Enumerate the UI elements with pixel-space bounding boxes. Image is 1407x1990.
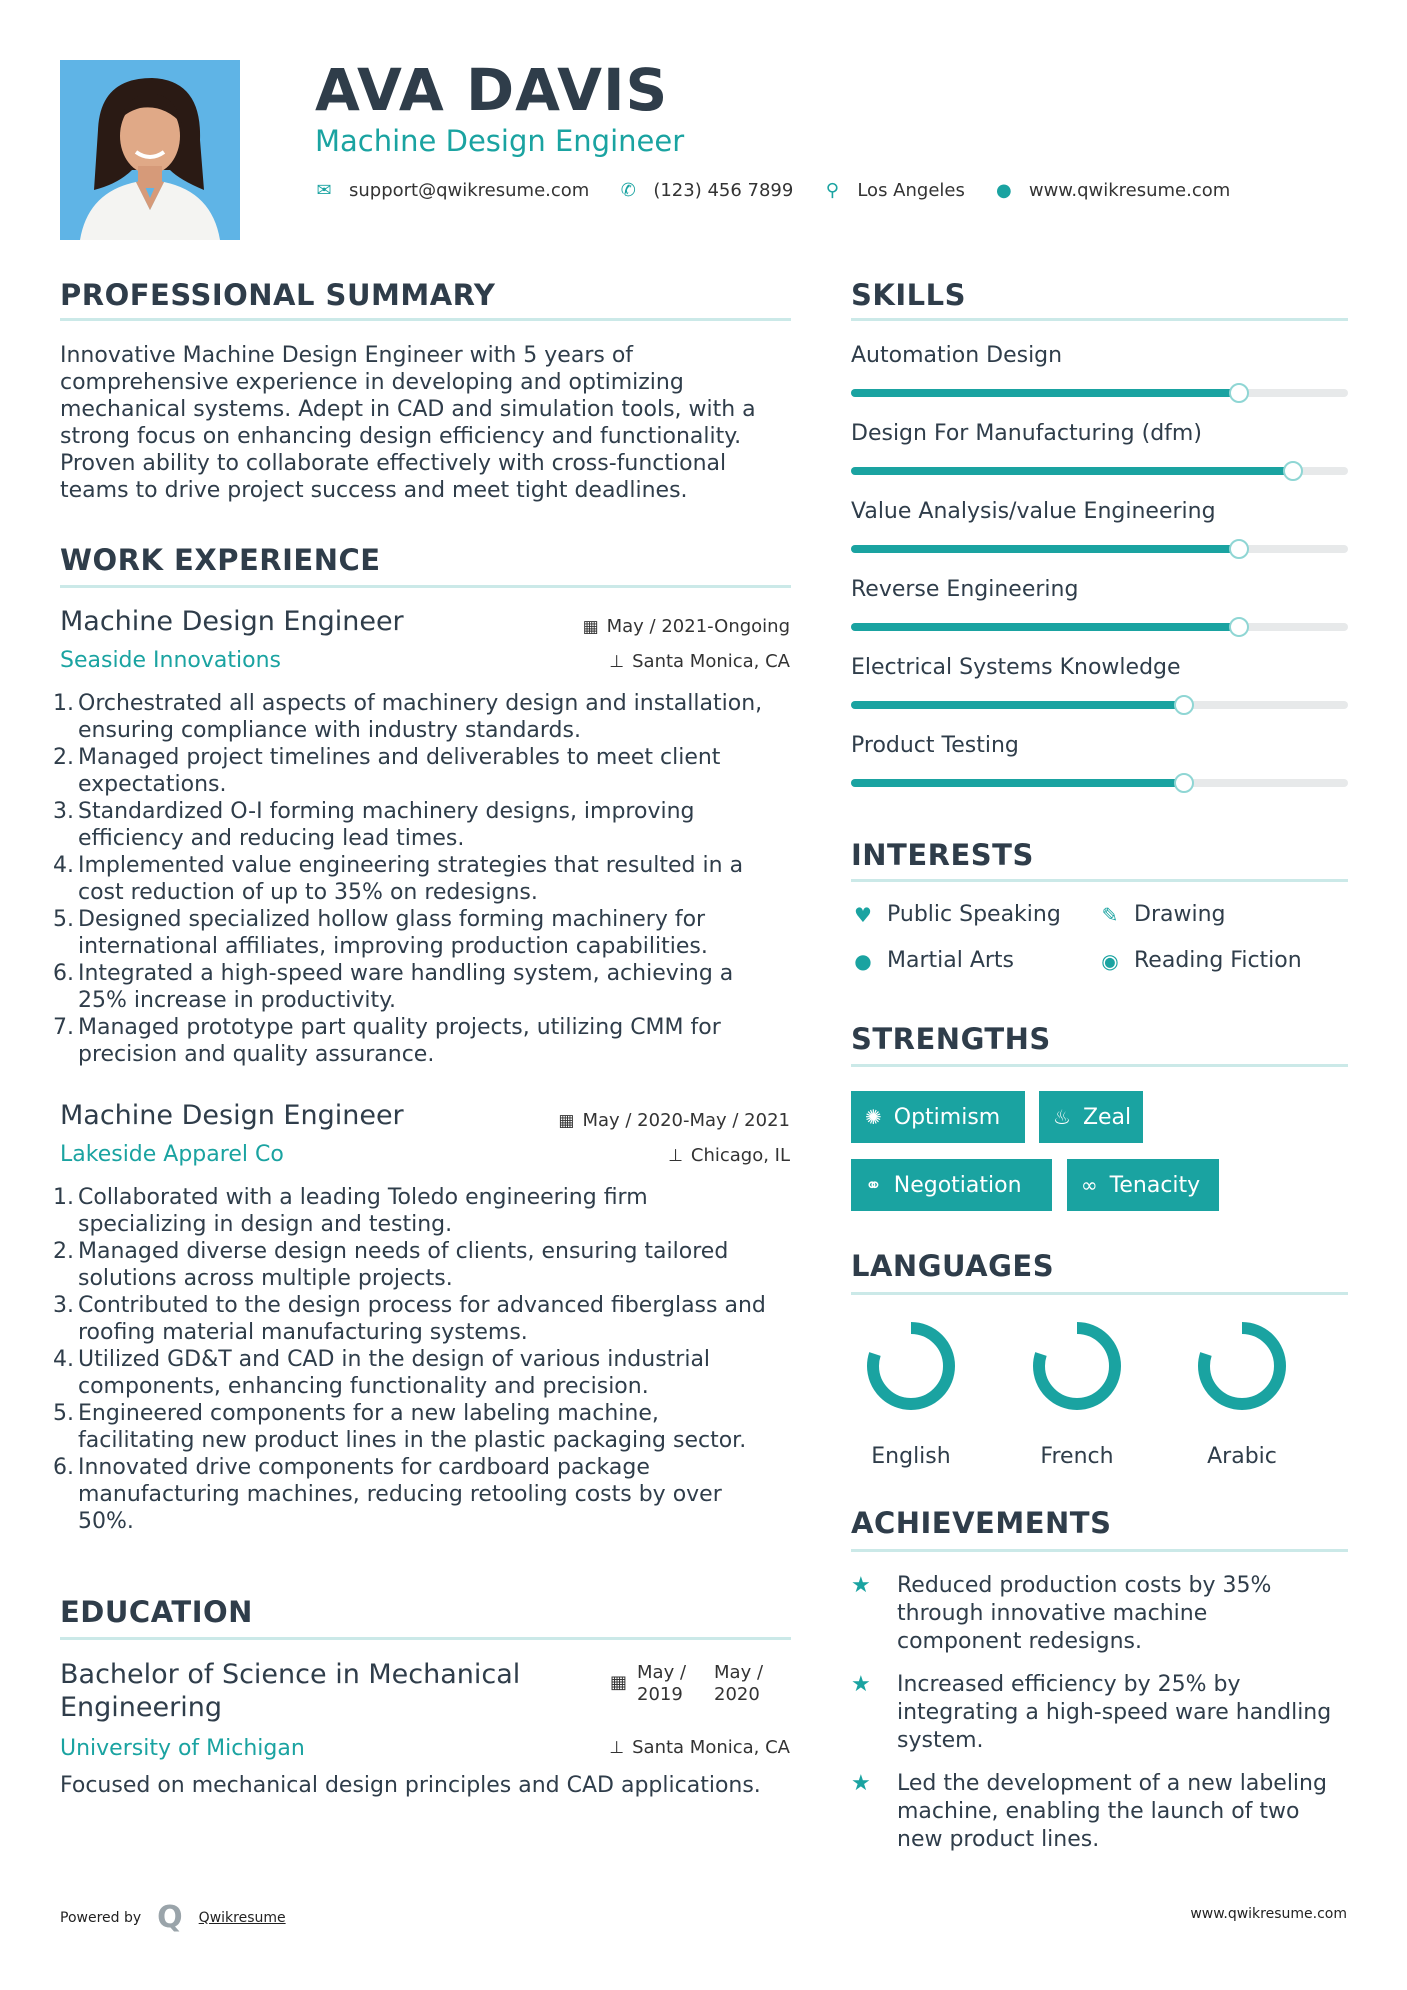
skill-bar-fill: [851, 779, 1184, 787]
phone-icon: ✆: [620, 180, 636, 201]
skill-bar-fill: [851, 623, 1239, 631]
envelope-icon: ✉: [316, 180, 332, 201]
education-description: Focused on mechanical design principles and CAD applications.: [60, 1773, 761, 1798]
job-dates: [583, 616, 790, 637]
list-number: 6.: [53, 961, 74, 986]
education-heading: EDUCATION: [60, 1595, 253, 1629]
list-number: 1.: [53, 1185, 74, 1210]
degree-line: Bachelor of Science in Mechanical: [60, 1659, 521, 1690]
language-ring: [863, 1318, 959, 1414]
education-start-date: [637, 1662, 686, 1706]
list-item: [52, 1014, 792, 1068]
list-number: 2.: [53, 1239, 74, 1264]
languages-heading: LANGUAGES: [851, 1249, 1055, 1283]
footer-website[interactable]: www.qwikresume.com: [1190, 1906, 1347, 1922]
strengths-divider: [851, 1064, 1348, 1067]
map-pin-icon: ⚲: [825, 180, 839, 201]
strengths-heading: STRENGTHS: [851, 1022, 1051, 1056]
calendar-icon: ▦: [558, 1110, 575, 1131]
pushpin-icon: ⊥: [609, 1737, 625, 1758]
skill-bar: [851, 467, 1348, 475]
calendar-icon: ▦: [582, 616, 599, 637]
job-location: [609, 651, 790, 672]
list-number: 4.: [53, 1347, 74, 1372]
strength-label: Optimism: [893, 1104, 1001, 1130]
globe-icon: ●: [995, 180, 1012, 201]
date-part: May /: [637, 1662, 687, 1683]
list-line: components, enhancing functionality and precision.: [78, 1374, 649, 1399]
job-dates: [558, 1110, 790, 1131]
skill-bar-knob: [1174, 773, 1194, 793]
job-responsibilities: [52, 1184, 792, 1535]
achievement-line: new product lines.: [897, 1827, 1100, 1852]
education-divider: [60, 1637, 791, 1640]
list-line: 50%.: [78, 1509, 134, 1534]
language-label: Arabic: [1207, 1444, 1277, 1469]
list-line: Managed diverse design needs of clients, ensuring tailored: [78, 1239, 729, 1264]
degree-line: Engineering: [60, 1692, 222, 1723]
contact-website-text: www.qwikresume.com: [1028, 180, 1231, 201]
strength-label: Zeal: [1082, 1104, 1132, 1130]
list-line: Integrated a high-speed ware handling system, achieving a: [78, 961, 734, 986]
list-line: Contributed to the design process for advanced fiberglass and: [78, 1293, 766, 1318]
languages-divider: [851, 1292, 1348, 1295]
skill-label: Product Testing: [851, 733, 1019, 758]
interest-label: Martial Arts: [887, 948, 1015, 973]
list-line: Collaborated with a leading Toledo engineering firm: [78, 1185, 648, 1210]
achievement-line: component redesigns.: [897, 1629, 1142, 1654]
list-number: 5.: [53, 907, 74, 932]
interest-item: [851, 902, 1061, 927]
skill-bar-knob: [1229, 539, 1249, 559]
qwikresume-logo-icon: Q: [157, 1900, 183, 1935]
achievement-line: through innovative machine: [897, 1601, 1208, 1626]
job-title: Machine Design Engineer: [60, 1100, 404, 1131]
achievement-item: [851, 1671, 1351, 1755]
skill-bar-knob: [1229, 383, 1249, 403]
pencil-icon: ✎: [1101, 902, 1119, 927]
list-number: 6.: [53, 1455, 74, 1480]
achievement-line: Increased efficiency by 25% by: [897, 1672, 1241, 1697]
language-label: English: [871, 1444, 951, 1469]
achievement-line: Reduced production costs by 35%: [897, 1573, 1272, 1598]
skill-bar-fill: [851, 545, 1239, 553]
skill-bar-knob: [1174, 695, 1194, 715]
summary-line: comprehensive experience in developing and optimizing: [60, 370, 684, 395]
list-line: Orchestrated all aspects of machinery design and installation,: [78, 691, 763, 716]
job-location-text: Santa Monica, CA: [632, 651, 790, 672]
skill-label: Electrical Systems Knowledge: [851, 655, 1181, 680]
list-number: 1.: [53, 691, 74, 716]
achievement-line: Led the development of a new labeling: [897, 1771, 1327, 1796]
skill-bar: [851, 545, 1348, 553]
pushpin-icon: ⊥: [609, 651, 625, 672]
achievements-heading: ACHIEVEMENTS: [851, 1506, 1112, 1540]
skill-bar-fill: [851, 467, 1293, 475]
list-number: 4.: [53, 853, 74, 878]
list-item: [52, 960, 792, 1014]
strength-chip: [1039, 1091, 1143, 1143]
list-item: [52, 1454, 792, 1535]
date-part: May /: [714, 1662, 764, 1683]
star-icon: ★: [851, 1672, 871, 1697]
date-part: 2020: [714, 1684, 760, 1705]
list-item: [52, 798, 792, 852]
experience-heading: WORK EXPERIENCE: [60, 543, 381, 577]
skill-bar: [851, 779, 1348, 787]
list-item: [52, 852, 792, 906]
link-icon: ∞: [1081, 1173, 1098, 1197]
job-responsibilities: [52, 690, 792, 1068]
list-number: 2.: [53, 745, 74, 770]
skill-bar: [851, 389, 1348, 397]
achievements-divider: [851, 1549, 1348, 1552]
skill-label: Reverse Engineering: [851, 577, 1079, 602]
interests-heading: INTERESTS: [851, 838, 1034, 872]
job-company: Seaside Innovations: [60, 648, 281, 673]
achievement-line: system.: [897, 1728, 984, 1753]
list-item: [52, 690, 792, 744]
contact-phone-text: (123) 456 7899: [653, 180, 794, 201]
brand-link[interactable]: Qwikresume: [198, 1909, 286, 1926]
list-line: facilitating new product lines in the plastic packaging sector.: [78, 1428, 747, 1453]
list-line: Managed project timelines and deliverables to meet client: [78, 745, 721, 770]
list-line: expectations.: [78, 772, 227, 797]
skills-divider: [851, 318, 1348, 321]
list-line: Standardized O-I forming machinery designs, improving: [78, 799, 695, 824]
strength-chip: [1067, 1159, 1219, 1211]
summary-heading: PROFESSIONAL SUMMARY: [60, 278, 496, 312]
job-title: Machine Design Engineer: [60, 606, 404, 637]
interests-divider: [851, 879, 1348, 882]
handshake-icon: ⚭: [865, 1173, 882, 1197]
list-line: Managed prototype part quality projects, utilizing CMM for: [78, 1015, 721, 1040]
interest-label: Reading Fiction: [1134, 948, 1302, 973]
skill-bar-fill: [851, 389, 1239, 397]
list-item: [52, 744, 792, 798]
list-item: [52, 1400, 792, 1454]
skill-bar: [851, 623, 1348, 631]
fire-icon: ♨: [1053, 1105, 1071, 1129]
interest-label: Drawing: [1134, 902, 1226, 927]
footer-powered-by: [60, 1900, 286, 1935]
list-line: Utilized GD&T and CAD in the design of various industrial: [78, 1347, 711, 1372]
contact-phone[interactable]: [619, 180, 793, 201]
list-number: 3.: [53, 1293, 74, 1318]
pushpin-icon: ⊥: [668, 1145, 683, 1166]
list-item: [52, 906, 792, 960]
globe-icon: ●: [854, 948, 872, 973]
list-line: roofing material manufacturing systems.: [78, 1320, 528, 1345]
list-line: solutions across multiple projects.: [78, 1266, 453, 1291]
sun-icon: ✺: [865, 1105, 882, 1129]
education-location: [609, 1737, 790, 1758]
job-dates-text: May / 2020-May / 2021: [582, 1110, 790, 1131]
education-end-date: [714, 1662, 763, 1706]
language-item: [1017, 1318, 1137, 1469]
list-line: Implemented value engineering strategies that resulted in a: [78, 853, 744, 878]
skill-bar-knob: [1283, 461, 1303, 481]
experience-divider: [60, 585, 791, 588]
list-line: manufacturing machines, reducing retooling costs by over: [78, 1482, 722, 1507]
summary-line: mechanical systems. Adept in CAD and simulation tools, with a: [60, 397, 756, 422]
star-icon: ★: [851, 1573, 871, 1598]
list-line: precision and quality assurance.: [78, 1042, 435, 1067]
star-icon: ★: [851, 1771, 871, 1796]
summary-divider: [60, 318, 791, 321]
interest-label: Public Speaking: [887, 902, 1061, 927]
list-number: 3.: [53, 799, 74, 824]
list-line: Innovated drive components for cardboard package: [78, 1455, 650, 1480]
list-line: Designed specialized hollow glass forming machinery for: [78, 907, 706, 932]
language-ring: [1029, 1318, 1125, 1414]
contact-website[interactable]: [995, 180, 1230, 201]
summary-text: [60, 342, 756, 504]
list-line: international affiliates, improving production capabilities.: [78, 934, 708, 959]
school-name: University of Michigan: [60, 1736, 305, 1761]
powered-by-text: Powered by: [60, 1909, 142, 1926]
skill-bar: [851, 701, 1348, 709]
achievement-item: [851, 1572, 1351, 1656]
skill-bar-fill: [851, 701, 1184, 709]
list-line: ensuring compliance with industry standards.: [78, 718, 581, 743]
degree-title: [60, 1658, 520, 1724]
summary-line: Innovative Machine Design Engineer with 5 years of: [60, 343, 634, 368]
contact-email-text: support@qwikresume.com: [349, 180, 590, 201]
summary-line: teams to drive project success and meet tight deadlines.: [60, 478, 688, 503]
interest-item: [1098, 902, 1225, 927]
language-ring: [1194, 1318, 1290, 1414]
list-item: [52, 1184, 792, 1238]
summary-line: strong focus on enhancing design efficiency and functionality.: [60, 424, 742, 449]
list-line: Engineered components for a new labeling machine,: [78, 1401, 659, 1426]
contact-bar: [315, 180, 1260, 201]
gamepad-icon: ◉: [1101, 948, 1119, 973]
list-line: cost reduction of up to 35% on redesigns.: [78, 880, 538, 905]
achievement-line: integrating a high-speed ware handling: [897, 1700, 1332, 1725]
achievement-item: [851, 1770, 1351, 1854]
candidate-name: AVA DAVIS: [315, 56, 669, 124]
skill-bar-knob: [1229, 617, 1249, 637]
achievement-line: machine, enabling the launch of two: [897, 1799, 1300, 1824]
strength-chip: [851, 1091, 1025, 1143]
job-location-text: Chicago, IL: [690, 1145, 790, 1166]
job-company: Lakeside Apparel Co: [60, 1142, 284, 1167]
job-location: [668, 1145, 790, 1166]
list-line: efficiency and reducing lead times.: [78, 826, 465, 851]
strength-label: Tenacity: [1109, 1172, 1201, 1198]
list-line: 25% increase in productivity.: [78, 988, 397, 1013]
skill-label: Automation Design: [851, 343, 1063, 368]
date-part: 2019: [637, 1684, 683, 1705]
heartbeat-icon: ♥: [854, 902, 872, 927]
language-item: [851, 1318, 971, 1469]
summary-line: Proven ability to collaborate effectively with cross-functional: [60, 451, 727, 476]
list-number: 5.: [53, 1401, 74, 1426]
strength-label: Negotiation: [893, 1172, 1022, 1198]
candidate-role: Machine Design Engineer: [315, 124, 685, 158]
language-label: French: [1040, 1444, 1114, 1469]
contact-location-text: Los Angeles: [857, 180, 965, 201]
list-item: [52, 1238, 792, 1292]
skills-heading: SKILLS: [851, 278, 966, 312]
language-item: [1182, 1318, 1302, 1469]
skill-label: Design For Manufacturing (dfm): [851, 421, 1202, 446]
profile-photo: [60, 60, 240, 240]
list-number: 7.: [53, 1015, 74, 1040]
job-dates-text: May / 2021-Ongoing: [606, 616, 790, 637]
interest-item: [1098, 948, 1302, 973]
education-dates: [610, 1662, 763, 1706]
education-location-text: Santa Monica, CA: [632, 1737, 790, 1758]
strength-chip: [851, 1159, 1052, 1211]
list-item: [52, 1346, 792, 1400]
contact-location: [823, 180, 965, 201]
list-item: [52, 1292, 792, 1346]
interest-item: [851, 948, 1014, 973]
calendar-icon: ▦: [610, 1672, 628, 1693]
list-line: specializing in design and testing.: [78, 1212, 453, 1237]
skill-label: Value Analysis/value Engineering: [851, 499, 1216, 524]
contact-email[interactable]: [315, 180, 589, 201]
